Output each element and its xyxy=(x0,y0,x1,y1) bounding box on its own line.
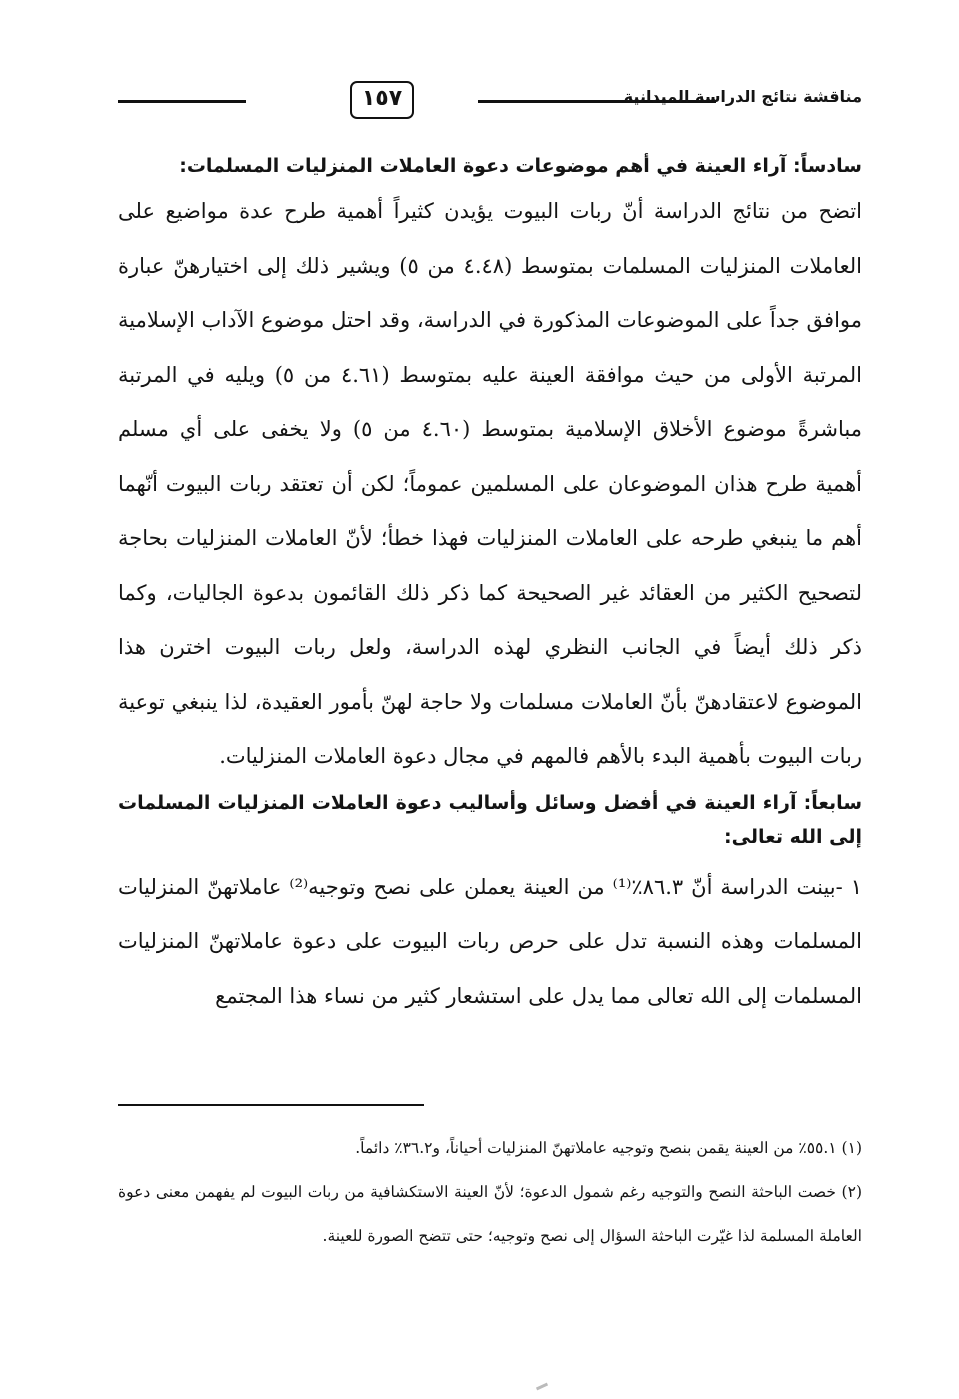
footnote-1: (١) ٥٥.١٪ من العينة يقمن بنصح وتوجيه عاملاتهنّ المنزليات أحياناً، و٣٦.٢٪ دائماً. xyxy=(355,1139,862,1157)
running-header-title: مناقشة نتائج الدراسة الميدانية xyxy=(623,87,862,106)
section-heading-seventh: سابعاً: آراء العينة في أفضل وسائل وأساليب دعوة العاملات المنزليات المسلمات إلى الله تعالى: xyxy=(118,791,862,848)
section-paragraph-seventh: ١ -بينت الدراسة أنّ ٨٦.٣٪⁽¹⁾ من العينة يعملن على نصح وتوجيه⁽²⁾ عاملاتهنّ المنزليات المسلمات وهذه النسبة تدل على حرص ربات البيوت على دعوة عاملاتهنّ المنزليات المسلمات إلى الله تعالى مما يدل على استشعار كثير من نساء هذا المجتمع xyxy=(118,874,862,1008)
scan-artifact xyxy=(536,1383,548,1391)
footnotes xyxy=(118,1104,862,1258)
footnote-list xyxy=(118,1126,862,1258)
section-heading-sixth: سادساً: آراء العينة في أهم موضوعات دعوة العاملات المنزليات المسلمات: xyxy=(179,155,862,177)
footnote-separator xyxy=(118,1104,424,1106)
header-rule-left xyxy=(118,100,246,103)
section-paragraph-sixth: اتضح من نتائج الدراسة أنّ ربات البيوت يؤيدن كثيراً أهمية طرح عدة مواضيع على العاملات المنزليات المسلمات بمتوسط (٤.٤٨ من ٥) ويشير ذلك إلى اختيارهنّ عبارة موافق جداً على الموضوعات المذكورة في الدراسة، وقد احتل موضوع الآداب الإسلامية المرتبة الأولى من حيث موافقة العينة عليه بمتوسط (٤.٦١ من ٥) ويليه في المرتبة مباشرةً موضوع الأخلاق الإسلامية بمتوسط (٤.٦٠ من ٥) ولا يخفى على أي مسلم أهمية طرح هذان الموضوعان على المسلمين عموماً؛ لكن أن تعتقد ربات البيوت أنّهما أهم ما ينبغي طرحه على العاملات المنزليات فهذا خطأ؛ لأنّ العاملات المنزليات بحاجة لتصحيح الكثير من العقائد غير الصحيحة كما ذكر ذلك القائمون بدعوة الجاليات، وكما ذكر ذلك أيضاً في الجانب النظري لهذه الدراسة، ولعل ربات البيوت اخترن هذا الموضوع لاعتقادهنّ بأنّ العاملات مسلمات ولا حاجة لهنّ بأمور العقيدة، لذا ينبغي توعية ربات البيوت بأهمية البدء بالأهم فالمهم في مجال دعوة العاملات المنزليات. xyxy=(118,199,862,768)
page-header xyxy=(118,78,862,126)
page-number: ١٥٧ xyxy=(361,86,403,111)
main-content xyxy=(118,150,862,1023)
page-number-box xyxy=(246,81,478,121)
footnote-2: (٢) خصت الباحثة النصح والتوجيه رغم شمول الدعوة؛ لأنّ العينة الاستكشافية من ربات البيوت لم يفهمن معنى دعوة العاملة المسلمة لذا غيّرت الباحثة السؤال إلى نصح وتوجيه؛ حتى تتضح الصورة للعينة. xyxy=(118,1183,862,1245)
